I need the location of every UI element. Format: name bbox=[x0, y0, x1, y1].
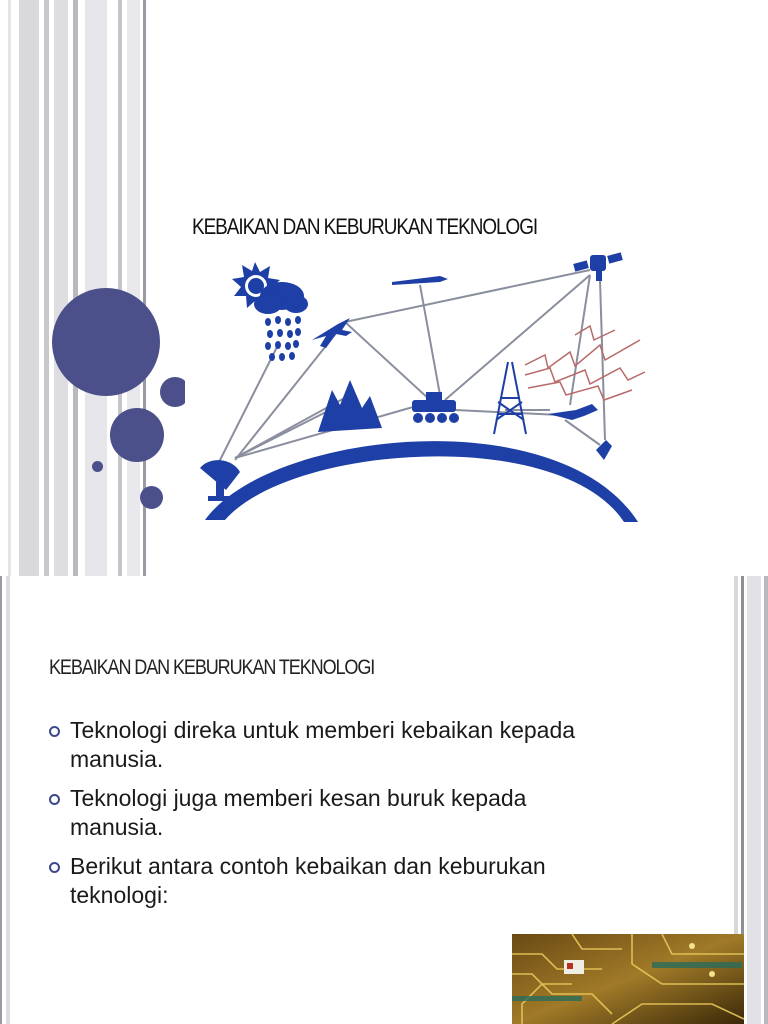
mountain-icon bbox=[318, 380, 382, 432]
bullet-text-continued: teknologi: bbox=[70, 882, 169, 908]
jet-icon bbox=[312, 318, 352, 348]
bullet-text: Berikut antara contoh kebaikan dan keburukan bbox=[70, 853, 546, 879]
bullet-icon bbox=[49, 862, 60, 873]
bullet-list bbox=[44, 716, 664, 920]
decor-stripe bbox=[6, 576, 10, 1024]
rain-cloud-icon bbox=[254, 282, 308, 361]
bullet-text-continued: manusia. bbox=[70, 814, 164, 840]
bullet-text: Teknologi direka untuk memberi kebaikan kepada bbox=[70, 717, 576, 743]
satellite-icon bbox=[573, 252, 623, 281]
decor-stripe bbox=[747, 576, 761, 1024]
bullet-icon bbox=[49, 794, 60, 805]
radio-tower-icon bbox=[494, 362, 526, 434]
slide-title: KEBAIKAN DAN KEBURUKAN TEKNOLOGI bbox=[49, 656, 375, 679]
bullet-item bbox=[44, 784, 664, 842]
drone-icon bbox=[548, 404, 598, 420]
tank-icon bbox=[412, 392, 459, 423]
circuit-board-image bbox=[512, 934, 744, 1024]
missile-icon bbox=[392, 276, 448, 285]
bullet-icon bbox=[49, 726, 60, 737]
bullet-text: Teknologi juga memberi kesan buruk kepada bbox=[70, 785, 527, 811]
bullet-text-continued: manusia. bbox=[70, 746, 164, 772]
bullet-item bbox=[44, 852, 664, 910]
decor-stripe bbox=[0, 576, 2, 1024]
decor-stripe bbox=[764, 576, 768, 1024]
slide-2 bbox=[0, 576, 768, 1024]
earth-arc-icon bbox=[205, 441, 638, 522]
slide-title: KEBAIKAN DAN KEBURUKAN TEKNOLOGI bbox=[192, 214, 538, 239]
lightning-icon bbox=[525, 326, 645, 400]
bullet-item bbox=[44, 716, 664, 774]
